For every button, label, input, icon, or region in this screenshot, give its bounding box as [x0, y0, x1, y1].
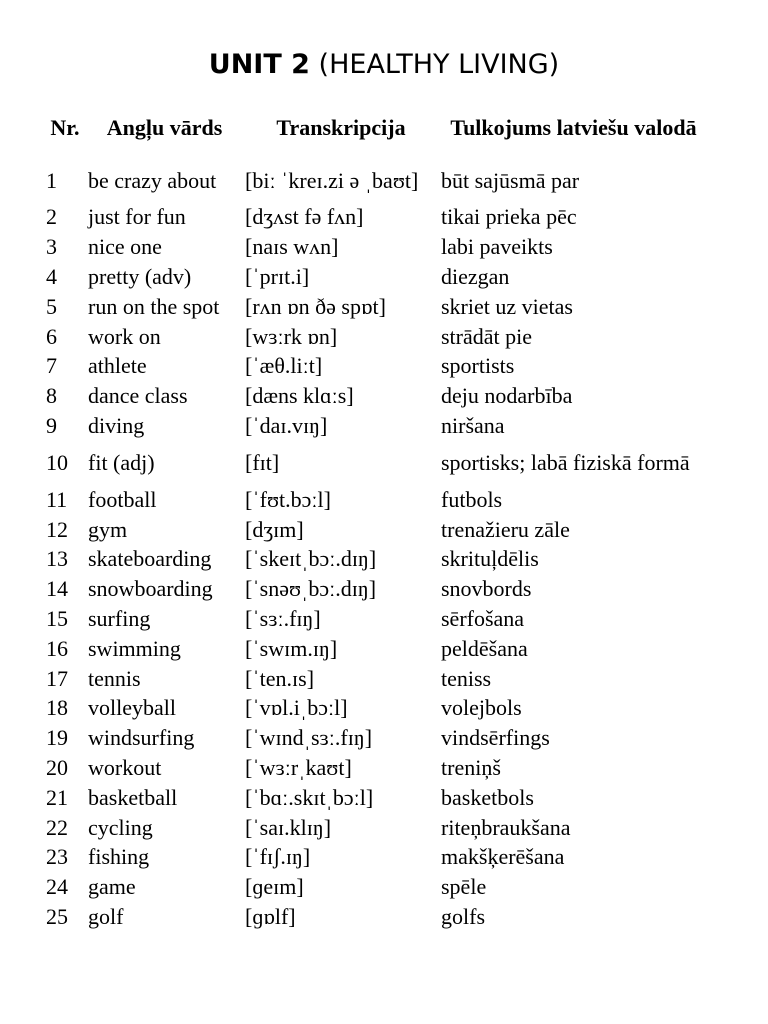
row-number: 19: [46, 725, 68, 751]
table-row: [42, 411, 706, 441]
title-unit: UNIT 2: [208, 49, 310, 80]
latvian-translation: diezgan: [441, 263, 510, 289]
transcription: [ˈfɪʃ.ɪŋ]: [245, 844, 311, 870]
row-number: 16: [46, 635, 68, 661]
row-number: 1: [46, 167, 57, 193]
title-topic: (HEALTHY LIVING): [318, 49, 560, 80]
transcription: [biː ˈkreɪ.zi ə ˌbaʊt]: [245, 167, 419, 193]
row-number: 3: [46, 234, 57, 260]
header-latvian-translation: Tulkojums latviešu valodā: [450, 115, 697, 140]
table-row: [42, 351, 706, 381]
row-number: 4: [46, 263, 57, 289]
latvian-translation: treniņš: [441, 754, 501, 780]
table-row: [42, 723, 706, 753]
row-number: 23: [46, 844, 68, 870]
row-number: 17: [46, 665, 68, 691]
english-word: snowboarding: [88, 576, 213, 602]
english-word: game: [88, 874, 136, 900]
transcription: [rʌn ɒn ðə spɒt]: [245, 293, 386, 319]
header-english-word: Angļu vārds: [106, 115, 223, 140]
table-row: [42, 202, 706, 232]
vocabulary-table: [42, 98, 706, 931]
table-row: [42, 440, 706, 484]
english-word: golf: [88, 903, 124, 929]
english-word: windsurfing: [88, 725, 195, 751]
latvian-translation: spēle: [441, 874, 487, 900]
table-row: [42, 381, 706, 411]
table-row: [42, 574, 706, 604]
english-word: nice one: [88, 234, 162, 260]
latvian-translation: niršana: [441, 412, 505, 438]
latvian-translation: strādāt pie: [441, 323, 533, 349]
transcription: [ˈfʊt.bɔːl]: [245, 486, 331, 512]
table-row: [42, 321, 706, 351]
row-number: 24: [46, 874, 68, 900]
table-row: [42, 484, 706, 514]
transcription: [ˈwɜːrˌkaʊt]: [245, 754, 352, 780]
row-number: 15: [46, 605, 68, 631]
row-number: 25: [46, 903, 68, 929]
latvian-translation: sportisks; labā fiziskā formā: [441, 449, 690, 475]
latvian-translation: deju nodarbība: [441, 383, 573, 409]
latvian-translation: skriet uz vietas: [441, 293, 573, 319]
english-word: dance class: [88, 383, 188, 409]
transcription: [ɡeɪm]: [245, 874, 304, 900]
table-row: [42, 291, 706, 321]
header-transcription: Transkripcija: [276, 115, 406, 140]
english-word: football: [88, 486, 157, 512]
table-row: [42, 663, 706, 693]
row-number: 9: [46, 412, 57, 438]
table-row: [42, 262, 706, 292]
latvian-translation: peldēšana: [441, 635, 528, 661]
transcription: [wɜːrk ɒn]: [245, 323, 338, 349]
english-word: gym: [88, 516, 128, 542]
row-number: 18: [46, 695, 68, 721]
english-word: pretty (adv): [88, 263, 192, 289]
transcription: [dæns klɑːs]: [245, 383, 354, 409]
row-number: 21: [46, 784, 68, 810]
transcription: [dʒɪm]: [245, 516, 304, 542]
english-word: diving: [88, 412, 145, 438]
row-number: 7: [46, 353, 57, 379]
english-word: workout: [88, 754, 162, 780]
table-row: [42, 633, 706, 663]
table-row: [42, 544, 706, 574]
transcription: [ˈvɒl.iˌbɔːl]: [245, 695, 348, 721]
transcription: [ˈsnəʊˌbɔː.dɪŋ]: [245, 576, 377, 602]
latvian-translation: riteņbraukšana: [441, 814, 571, 840]
latvian-translation: būt sajūsmā par: [441, 167, 580, 193]
page-title: [0, 48, 768, 82]
english-word: volleyball: [88, 695, 176, 721]
transcription: [naɪs wʌn]: [245, 234, 339, 260]
english-word: fishing: [88, 844, 150, 870]
row-number: 12: [46, 516, 68, 542]
table-header-row: [42, 98, 706, 158]
transcription: [ˈswɪm.ɪŋ]: [245, 635, 338, 661]
english-word: fit (adj): [88, 449, 155, 475]
table-row: [42, 514, 706, 544]
transcription: [ˈdaɪ.vɪŋ]: [245, 412, 328, 438]
english-word: be crazy about: [88, 167, 217, 193]
english-word: swimming: [88, 635, 181, 661]
table-row: [42, 812, 706, 842]
table-row: [42, 158, 706, 202]
transcription: [ˈten.ɪs]: [245, 665, 315, 691]
english-word: skateboarding: [88, 546, 212, 572]
english-word: run on the spot: [88, 293, 220, 319]
english-word: surfing: [88, 605, 151, 631]
latvian-translation: golfs: [441, 903, 485, 929]
latvian-translation: skrituļdēlis: [441, 546, 539, 572]
row-number: 13: [46, 546, 68, 572]
table-row: [42, 232, 706, 262]
row-number: 22: [46, 814, 68, 840]
latvian-translation: vindsērfings: [441, 725, 550, 751]
transcription: [ˈskeɪtˌbɔː.dɪŋ]: [245, 546, 377, 572]
latvian-translation: labi paveikts: [441, 234, 553, 260]
table-body: [42, 158, 706, 931]
latvian-translation: teniss: [441, 665, 492, 691]
table-row: [42, 753, 706, 783]
latvian-translation: trenažieru zāle: [441, 516, 570, 542]
transcription: [ˈwɪndˌsɜː.fɪŋ]: [245, 725, 373, 751]
header-nr: Nr.: [50, 115, 80, 140]
row-number: 5: [46, 293, 57, 319]
table-row: [42, 872, 706, 902]
row-number: 2: [46, 204, 57, 230]
transcription: [ˈæθ.liːt]: [245, 353, 323, 379]
table-row: [42, 902, 706, 932]
transcription: [ˈsaɪ.klɪŋ]: [245, 814, 332, 840]
transcription: [dʒʌst fə fʌn]: [245, 204, 364, 230]
row-number: 11: [46, 486, 68, 512]
latvian-translation: basketbols: [441, 784, 534, 810]
english-word: basketball: [88, 784, 178, 810]
transcription: [ˈbɑː.skɪtˌbɔːl]: [245, 784, 374, 810]
row-number: 14: [46, 576, 68, 602]
table-row: [42, 782, 706, 812]
transcription: [fɪt]: [245, 449, 280, 475]
latvian-translation: futbols: [441, 486, 503, 512]
table-row: [42, 604, 706, 634]
english-word: cycling: [88, 814, 153, 840]
latvian-translation: volejbols: [441, 695, 522, 721]
row-number: 10: [46, 449, 68, 475]
table-row: [42, 842, 706, 872]
transcription: [ˈprɪt.i]: [245, 263, 310, 289]
row-number: 6: [46, 323, 57, 349]
transcription: [ɡɒlf]: [245, 903, 296, 929]
latvian-translation: tikai prieka pēc: [441, 204, 577, 230]
english-word: tennis: [88, 665, 141, 691]
latvian-translation: makšķerēšana: [441, 844, 565, 870]
table-row: [42, 693, 706, 723]
row-number: 8: [46, 383, 57, 409]
english-word: athlete: [88, 353, 147, 379]
transcription: [ˈsɜː.fɪŋ]: [245, 605, 321, 631]
row-number: 20: [46, 754, 68, 780]
latvian-translation: snovbords: [441, 576, 532, 602]
latvian-translation: sērfošana: [441, 605, 525, 631]
latvian-translation: sportists: [441, 353, 515, 379]
english-word: just for fun: [88, 204, 186, 230]
english-word: work on: [88, 323, 161, 349]
